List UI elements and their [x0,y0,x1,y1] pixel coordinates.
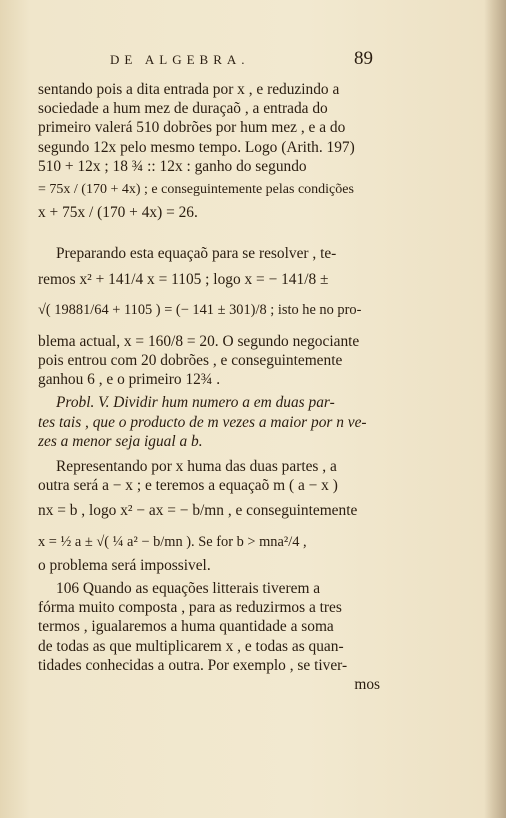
text-line: o problema será impossivel. [38,556,211,574]
text-line: tidades conhecidas a outra. Por exemplo , se tiver- [38,656,348,674]
paragraph-first-line: Representando por x huma das duas partes , a [56,458,337,475]
text-line: primeiro valerá 510 dobrões por hum mez , e a do [38,119,346,137]
problem-statement: zes a menor seja igual a b. [38,432,203,450]
body-text [38,80,386,694]
text-line: fórma muito composta , para as reduzirmos a tres [38,599,342,617]
text-line: outra será a − x ; e teremos a equaçaõ m ( a − x ) [38,477,338,495]
running-header: DE ALGEBRA. [110,52,250,67]
text-line: sociedade a hum mez de duraçaõ , a entrada do [38,100,328,118]
equation-line: = 75x / (170 + 4x) ; e conseguintemente pelas condições [38,181,354,197]
equation-line: remos x² + 141/4 x = 1105 ; logo x = − 141/8 ± [38,270,329,288]
equation-line: x = ½ a ± √( ¼ a² − b/mn ). Se for b > mna²/4 , [38,533,307,550]
text-line: de todas as que multiplicarem x , e todas as quan- [38,637,344,655]
text-line: segundo 12x pelo mesmo tempo. Logo (Arith. 197) [38,138,355,156]
page-edge-shadow [484,0,506,818]
text-line: termos , igualaremos a huma quantidade a soma [38,618,334,636]
problem-statement: tes tais , que o producto de m vezes a maior por n ve- [38,413,367,431]
problem-heading: Probl. V. Dividir hum numero a em duas par- [56,394,335,412]
paragraph-first-line: 106 Quando as equações litterais tiverem a [56,579,321,597]
equation-line: x + 75x / (170 + 4x) = 26. [38,204,198,222]
equation-line: nx = b , logo x² − ax = − b/mn , e conseguintemente [38,502,358,520]
text-line: sentando pois a dita entrada por x , e reduzindo a [38,81,340,98]
equation-line: √( 19881/64 + 1105 ) = (− 141 ± 301)/8 ; isto he no pro- [38,301,362,318]
equation-line: blema actual, x = 160/8 = 20. O segundo negociante [38,332,360,350]
catchword: mos [354,675,380,693]
text-line: pois entrou com 20 dobrões , e conseguintemente [38,352,343,370]
page-number: 89 [354,48,373,69]
paragraph-first-line: Preparando esta equaçaõ para se resolver , te- [56,245,337,263]
text-line: 510 + 12x ; 18 ¾ :: 12x : ganho do segundo [38,157,307,175]
text-line: ganhou 6 , e o primeiro 12¾ . [38,371,221,389]
